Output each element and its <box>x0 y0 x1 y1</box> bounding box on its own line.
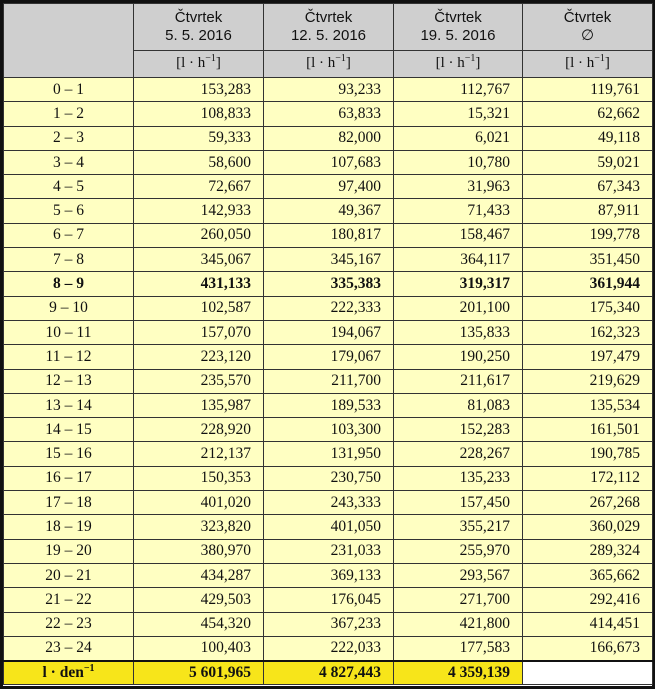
average-symbol: ∅ <box>580 27 595 44</box>
value-cell: 199,778 <box>523 223 653 247</box>
value-cell: 107,683 <box>264 150 394 174</box>
table-row <box>4 612 653 636</box>
hour-range-cell: 19 – 20 <box>4 539 134 563</box>
value-cell: 157,070 <box>134 320 264 344</box>
hour-range-cell: 5 – 6 <box>4 199 134 223</box>
value-cell: 135,833 <box>394 320 523 344</box>
value-cell: 10,780 <box>394 150 523 174</box>
table-row <box>4 199 653 223</box>
total-empty-cell <box>523 661 653 685</box>
table-row <box>4 636 653 660</box>
value-cell: 87,911 <box>523 199 653 223</box>
unit-cell: $[l \cdot h^{-1}]$ <box>264 51 394 78</box>
value-cell: 102,587 <box>134 296 264 320</box>
value-cell: 431,133 <box>134 272 264 296</box>
value-cell: 345,067 <box>134 248 264 272</box>
hour-range-cell: 2 – 3 <box>4 126 134 150</box>
table-row <box>4 345 653 369</box>
column-header-2: Čtvrtek 12. 5. 2016 <box>264 4 394 51</box>
value-cell: 59,333 <box>134 126 264 150</box>
table-row <box>4 588 653 612</box>
value-cell: 59,021 <box>523 150 653 174</box>
value-cell: 177,583 <box>394 636 523 660</box>
value-cell: 190,785 <box>523 442 653 466</box>
hour-range-cell: 15 – 16 <box>4 442 134 466</box>
value-cell: 454,320 <box>134 612 264 636</box>
table-row <box>4 539 653 563</box>
table-row <box>4 320 653 344</box>
value-cell: 112,767 <box>394 78 523 102</box>
hourly-flow-table <box>3 3 653 685</box>
hour-range-cell: 10 – 11 <box>4 320 134 344</box>
value-cell: 72,667 <box>134 175 264 199</box>
value-cell: 369,133 <box>264 563 394 587</box>
hour-range-cell: 23 – 24 <box>4 636 134 660</box>
value-cell: 82,000 <box>264 126 394 150</box>
table-row <box>4 393 653 417</box>
hour-range-cell: 6 – 7 <box>4 223 134 247</box>
table-row <box>4 78 653 102</box>
hour-range-cell: 0 – 1 <box>4 78 134 102</box>
table-row <box>4 296 653 320</box>
value-cell: 58,600 <box>134 150 264 174</box>
hour-range-cell: 11 – 12 <box>4 345 134 369</box>
value-cell: 434,287 <box>134 563 264 587</box>
value-cell: 135,534 <box>523 393 653 417</box>
value-cell: 67,343 <box>523 175 653 199</box>
value-cell: 345,167 <box>264 248 394 272</box>
value-cell: 152,283 <box>394 418 523 442</box>
value-cell: 179,067 <box>264 345 394 369</box>
value-cell: 292,416 <box>523 588 653 612</box>
hour-range-cell: 16 – 17 <box>4 466 134 490</box>
total-value: 4 827,443 <box>264 661 394 685</box>
value-cell: 230,750 <box>264 466 394 490</box>
value-cell: 222,333 <box>264 296 394 320</box>
unit-cell: $[l \cdot h^{-1}]$ <box>523 51 653 78</box>
value-cell: 6,021 <box>394 126 523 150</box>
table-row <box>4 442 653 466</box>
total-value: 5 601,965 <box>134 661 264 685</box>
hour-range-cell: 17 – 18 <box>4 491 134 515</box>
value-cell: 231,033 <box>264 539 394 563</box>
value-cell: 100,403 <box>134 636 264 660</box>
value-cell: 228,920 <box>134 418 264 442</box>
value-cell: 289,324 <box>523 539 653 563</box>
value-cell: 103,300 <box>264 418 394 442</box>
table-row <box>4 418 653 442</box>
hour-range-cell: 7 – 8 <box>4 248 134 272</box>
value-cell: 271,700 <box>394 588 523 612</box>
table-row <box>4 466 653 490</box>
value-cell: 97,400 <box>264 175 394 199</box>
value-cell: 63,833 <box>264 102 394 126</box>
table-row <box>4 491 653 515</box>
value-cell: 189,533 <box>264 393 394 417</box>
table-row <box>4 515 653 539</box>
total-label: l · den$^{-1}$ <box>4 661 134 685</box>
value-cell: 414,451 <box>523 612 653 636</box>
unit-cell: $[l \cdot h^{-1}]$ <box>394 51 523 78</box>
table-row <box>4 223 653 247</box>
table-row <box>4 272 653 296</box>
value-cell: 267,268 <box>523 491 653 515</box>
value-cell: 49,367 <box>264 199 394 223</box>
total-row <box>4 661 653 685</box>
value-cell: 421,800 <box>394 612 523 636</box>
value-cell: 360,029 <box>523 515 653 539</box>
value-cell: 228,267 <box>394 442 523 466</box>
value-cell: 81,083 <box>394 393 523 417</box>
value-cell: 255,970 <box>394 539 523 563</box>
hour-range-cell: 21 – 22 <box>4 588 134 612</box>
value-cell: 401,050 <box>264 515 394 539</box>
value-cell: 93,233 <box>264 78 394 102</box>
value-cell: 401,020 <box>134 491 264 515</box>
hour-range-cell: 20 – 21 <box>4 563 134 587</box>
value-cell: 319,317 <box>394 272 523 296</box>
header-row <box>4 4 653 51</box>
value-cell: 190,250 <box>394 345 523 369</box>
hour-range-cell: 13 – 14 <box>4 393 134 417</box>
value-cell: 351,450 <box>523 248 653 272</box>
value-cell: 197,479 <box>523 345 653 369</box>
value-cell: 260,050 <box>134 223 264 247</box>
table-row <box>4 248 653 272</box>
value-cell: 212,137 <box>134 442 264 466</box>
value-cell: 161,501 <box>523 418 653 442</box>
value-cell: 355,217 <box>394 515 523 539</box>
value-cell: 364,117 <box>394 248 523 272</box>
value-cell: 49,118 <box>523 126 653 150</box>
value-cell: 176,045 <box>264 588 394 612</box>
hour-range-cell: 22 – 23 <box>4 612 134 636</box>
hour-range-cell: 8 – 9 <box>4 272 134 296</box>
hour-range-cell: 4 – 5 <box>4 175 134 199</box>
value-cell: 194,067 <box>264 320 394 344</box>
value-cell: 429,503 <box>134 588 264 612</box>
value-cell: 31,963 <box>394 175 523 199</box>
data-rows <box>4 78 653 661</box>
column-header-3: Čtvrtek 19. 5. 2016 <box>394 4 523 51</box>
value-cell: 158,467 <box>394 223 523 247</box>
value-cell: 223,120 <box>134 345 264 369</box>
table-row <box>4 175 653 199</box>
value-cell: 71,433 <box>394 199 523 223</box>
hour-range-cell: 3 – 4 <box>4 150 134 174</box>
value-cell: 135,233 <box>394 466 523 490</box>
value-cell: 175,340 <box>523 296 653 320</box>
hour-range-cell: 12 – 13 <box>4 369 134 393</box>
value-cell: 222,033 <box>264 636 394 660</box>
value-cell: 150,353 <box>134 466 264 490</box>
corner-header-cell <box>4 4 134 78</box>
value-cell: 131,950 <box>264 442 394 466</box>
value-cell: 62,662 <box>523 102 653 126</box>
value-cell: 367,233 <box>264 612 394 636</box>
value-cell: 119,761 <box>523 78 653 102</box>
value-cell: 153,283 <box>134 78 264 102</box>
value-cell: 335,383 <box>264 272 394 296</box>
table-row <box>4 563 653 587</box>
value-cell: 380,970 <box>134 539 264 563</box>
value-cell: 211,617 <box>394 369 523 393</box>
column-header-1: Čtvrtek 5. 5. 2016 <box>134 4 264 51</box>
value-cell: 172,112 <box>523 466 653 490</box>
value-cell: 323,820 <box>134 515 264 539</box>
value-cell: 201,100 <box>394 296 523 320</box>
column-header-average: Čtvrtek ∅ <box>523 4 653 51</box>
value-cell: 157,450 <box>394 491 523 515</box>
hour-range-cell: 9 – 10 <box>4 296 134 320</box>
value-cell: 293,567 <box>394 563 523 587</box>
value-cell: 166,673 <box>523 636 653 660</box>
value-cell: 361,944 <box>523 272 653 296</box>
table-row <box>4 126 653 150</box>
value-cell: 235,570 <box>134 369 264 393</box>
value-cell: 135,987 <box>134 393 264 417</box>
table-row <box>4 369 653 393</box>
hour-range-cell: 14 – 15 <box>4 418 134 442</box>
value-cell: 142,933 <box>134 199 264 223</box>
value-cell: 365,662 <box>523 563 653 587</box>
table-row <box>4 150 653 174</box>
value-cell: 162,323 <box>523 320 653 344</box>
value-cell: 108,833 <box>134 102 264 126</box>
total-value: 4 359,139 <box>394 661 523 685</box>
table-row <box>4 102 653 126</box>
value-cell: 180,817 <box>264 223 394 247</box>
hour-range-cell: 1 – 2 <box>4 102 134 126</box>
value-cell: 15,321 <box>394 102 523 126</box>
value-cell: 211,700 <box>264 369 394 393</box>
value-cell: 243,333 <box>264 491 394 515</box>
hour-range-cell: 18 – 19 <box>4 515 134 539</box>
unit-cell: $[l \cdot h^{-1}]$ <box>134 51 264 78</box>
value-cell: 219,629 <box>523 369 653 393</box>
